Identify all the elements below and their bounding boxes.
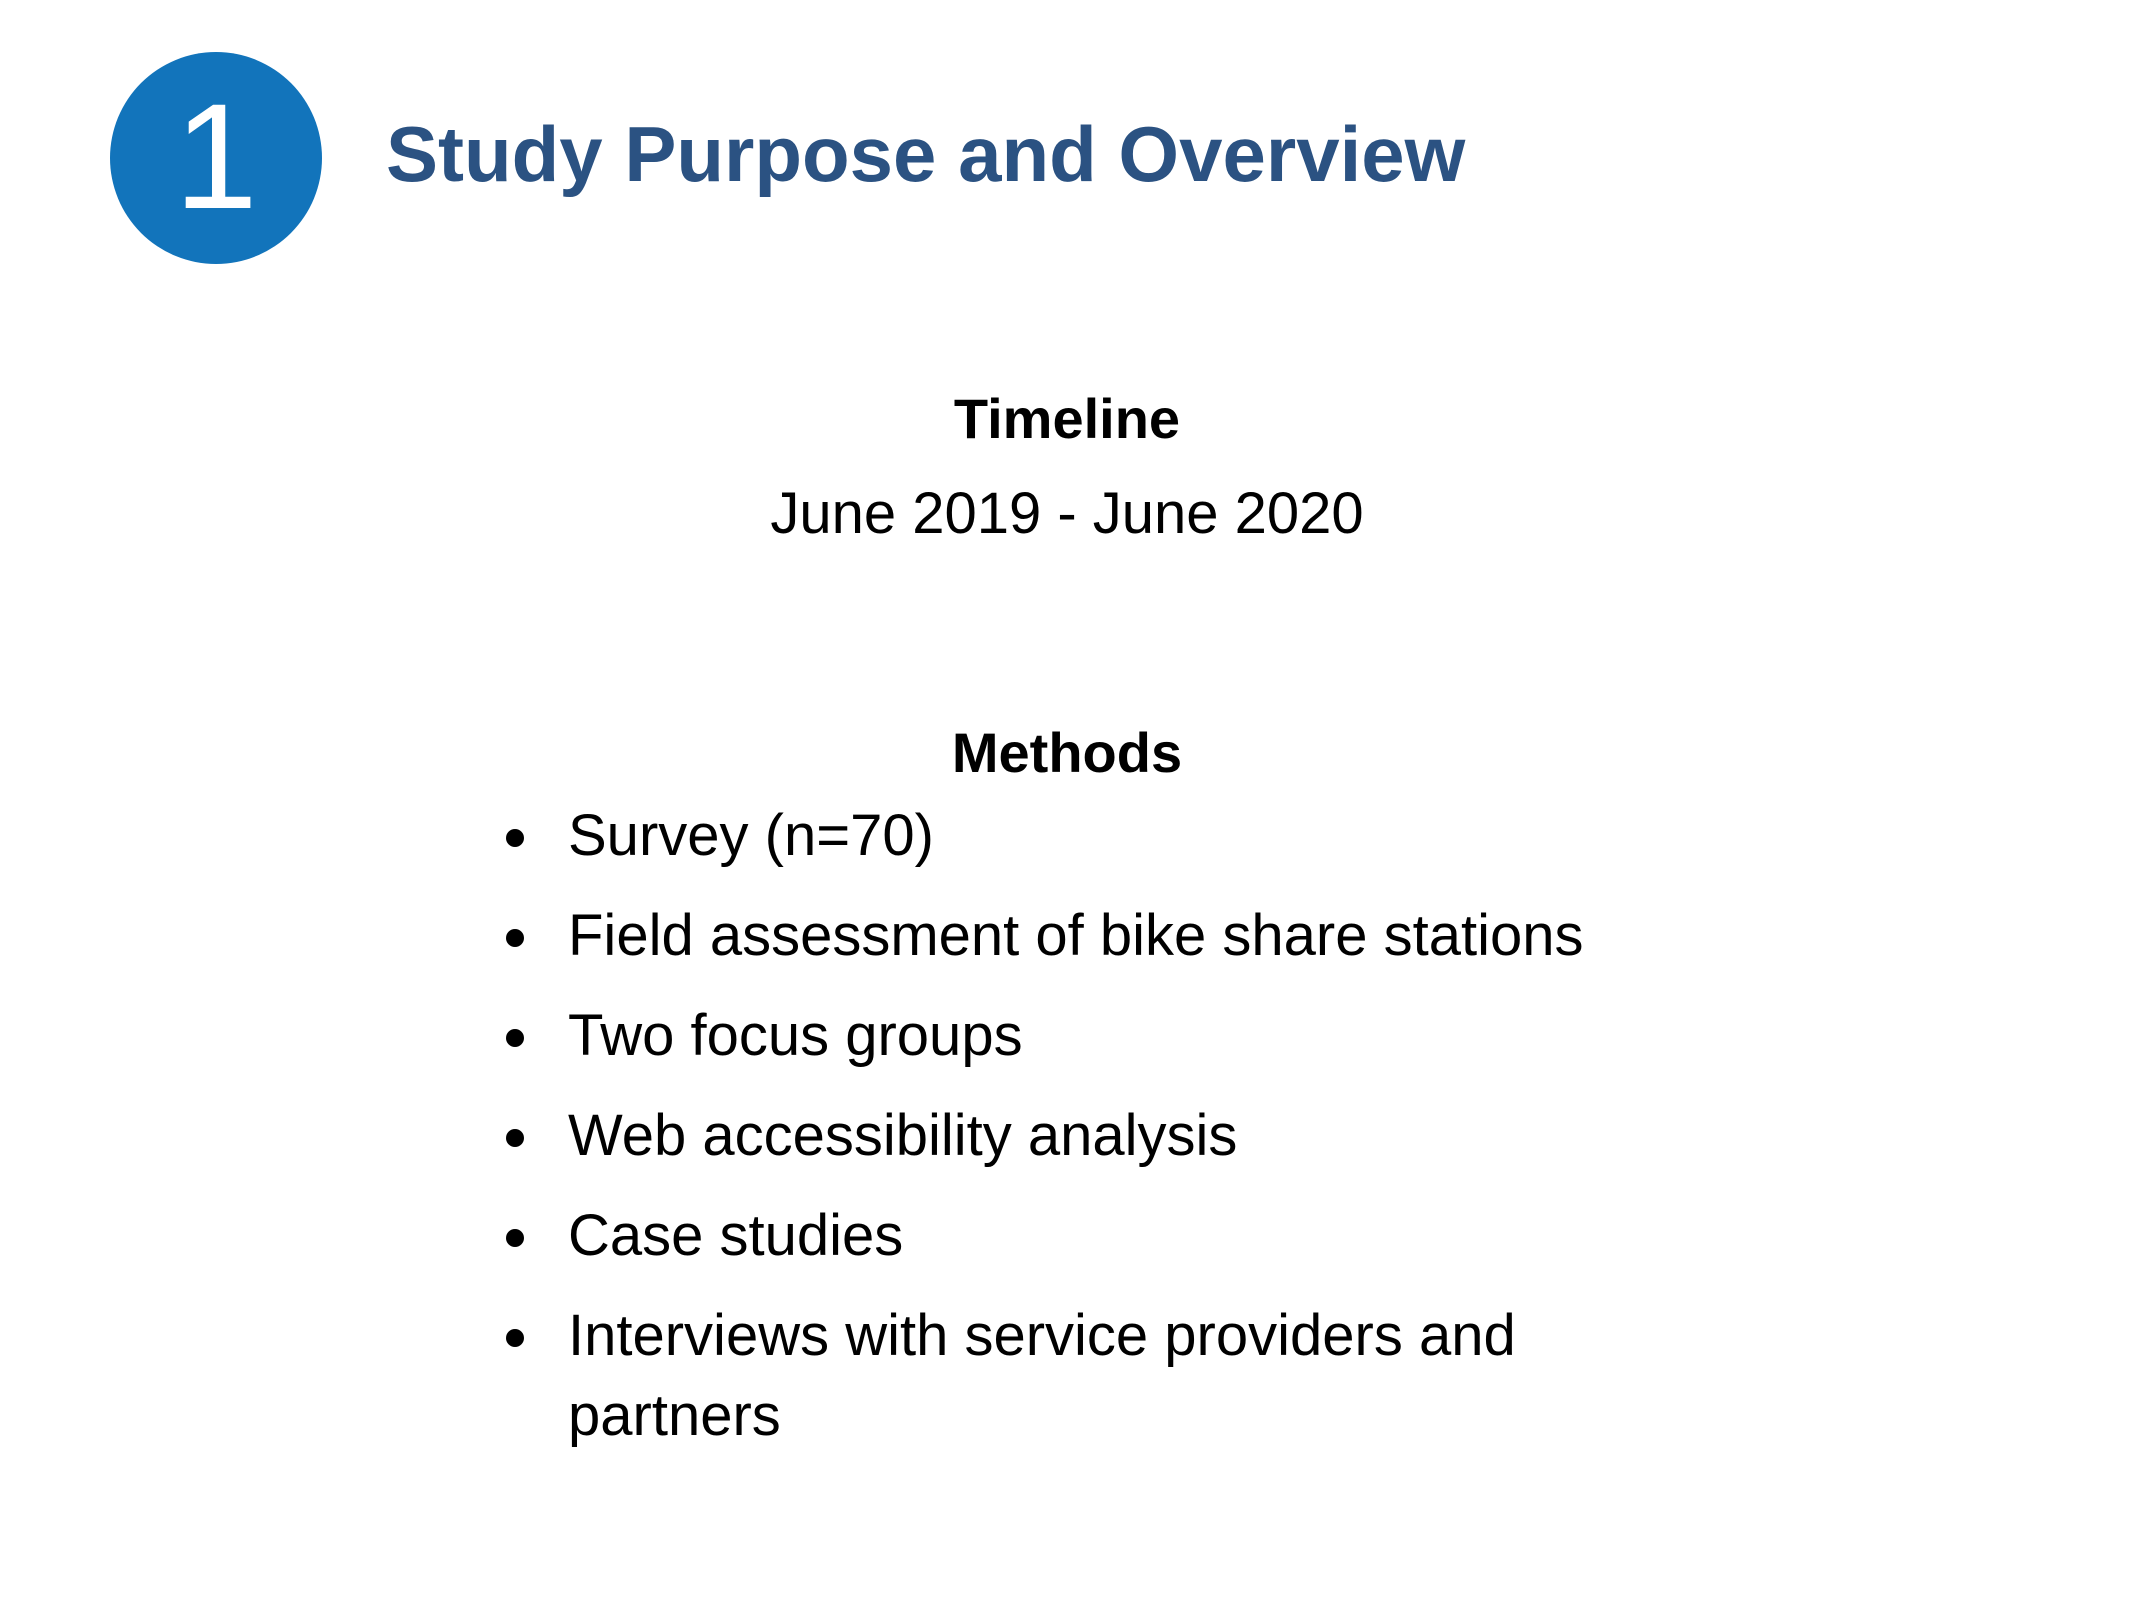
page-title: Study Purpose and Overview (386, 110, 1466, 198)
list-item (500, 896, 1680, 976)
bullet-icon (506, 1329, 524, 1347)
bullet-icon (506, 1129, 524, 1147)
list-item (500, 996, 1680, 1076)
bullet-icon (506, 1029, 524, 1047)
timeline-heading: Timeline (953, 387, 1181, 450)
list-item (500, 796, 1680, 876)
list-item-text: Field assessment of bike share stations (568, 903, 1584, 968)
list-item (500, 1296, 1680, 1456)
list-item-text: Case studies (568, 1203, 904, 1268)
section-number: 1 (174, 72, 258, 240)
list-item-text: Survey (n=70) (568, 803, 934, 868)
bullet-icon (506, 929, 524, 947)
bullet-icon (506, 1229, 524, 1247)
list-item (500, 1096, 1680, 1176)
list-item (500, 1196, 1680, 1276)
list-item-text: Two focus groups (568, 1003, 1023, 1068)
bullet-icon (506, 829, 524, 847)
list-item-text: Interviews with service providers and partners (568, 1303, 1516, 1448)
timeline-value: June 2019 - June 2020 (770, 481, 1364, 546)
list-item-text: Web accessibility analysis (568, 1103, 1238, 1168)
methods-heading: Methods (951, 721, 1183, 784)
methods-list (500, 796, 1680, 1476)
section-number-badge (110, 52, 322, 264)
